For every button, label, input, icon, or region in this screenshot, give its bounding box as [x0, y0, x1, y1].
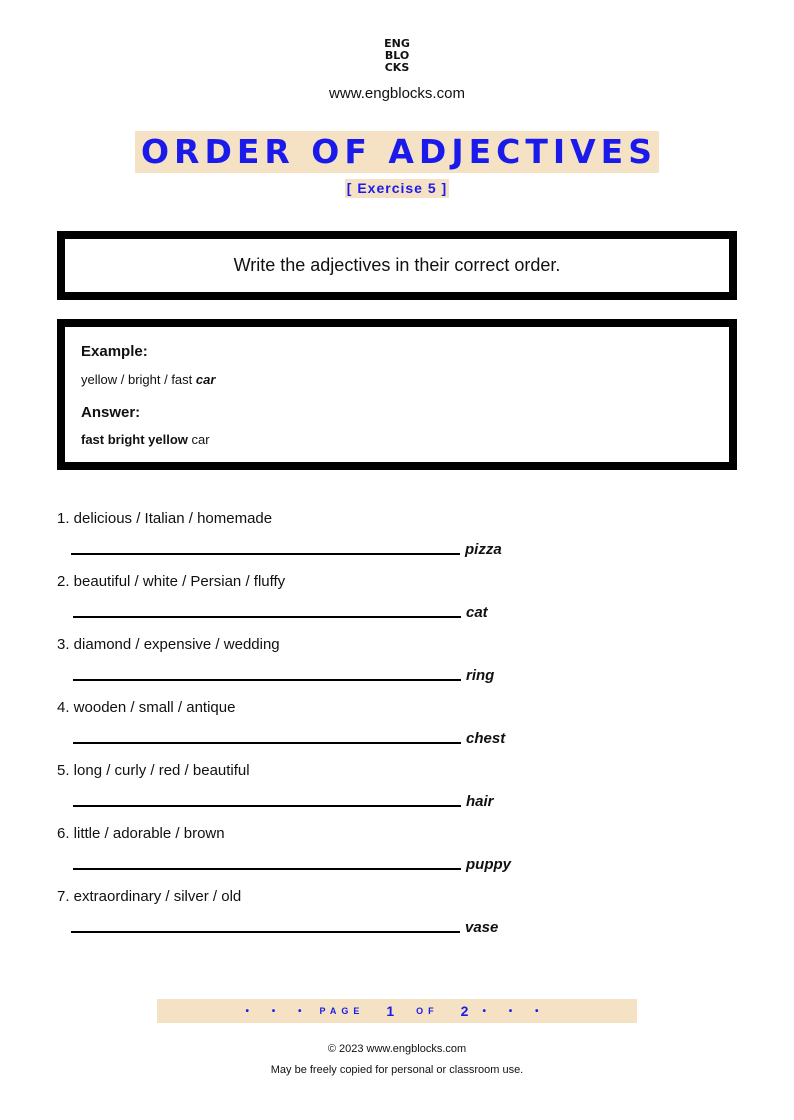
- question-prompt: 4. wooden / small / antique: [57, 699, 236, 716]
- question-noun: pizza: [465, 541, 502, 558]
- question-noun: hair: [466, 793, 494, 810]
- answer-blank[interactable]: [71, 931, 460, 933]
- answer-line: [81, 432, 210, 447]
- page-word: PAGE: [319, 1006, 365, 1016]
- example-label: Example:: [81, 343, 148, 360]
- instruction-text: Write the adjectives in their correct order.: [233, 255, 561, 275]
- page-indicator: [157, 999, 637, 1023]
- page-title: ORDER OF ADJECTIVES: [135, 131, 659, 173]
- answer-label: Answer:: [81, 404, 141, 421]
- logo-line: ENG: [384, 37, 410, 50]
- answer-blank[interactable]: [73, 805, 461, 807]
- engblocks-logo: [384, 38, 410, 74]
- example-noun: car: [195, 372, 216, 387]
- logo-line: BLO: [384, 49, 410, 62]
- logo: [0, 38, 794, 76]
- answer-blank[interactable]: [73, 868, 461, 870]
- answer-words: fast bright yellow: [81, 432, 188, 447]
- answer-noun: car: [191, 432, 210, 447]
- example-words: yellow / bright / fast: [81, 372, 193, 387]
- question-prompt: 1. delicious / Italian / homemade: [57, 510, 273, 527]
- question-noun: chest: [466, 730, 506, 747]
- answer-blank[interactable]: [73, 616, 461, 618]
- question-prompt: 3. diamond / expensive / wedding: [57, 636, 280, 653]
- of-word: OF: [416, 1006, 439, 1016]
- question-noun: vase: [465, 919, 499, 936]
- answer-blank[interactable]: [73, 679, 461, 681]
- example-box: [57, 319, 737, 470]
- dots-right: • • •: [482, 1005, 549, 1017]
- exercise-subtitle: [ Exercise 5 ]: [346, 180, 448, 196]
- example-line: [81, 372, 215, 387]
- answer-blank[interactable]: [71, 553, 460, 555]
- question-prompt: 5. long / curly / red / beautiful: [57, 762, 250, 779]
- question-noun: ring: [466, 667, 495, 684]
- page-current: 1: [386, 1003, 395, 1019]
- instruction-box: [57, 231, 737, 300]
- subtitle-wrap: [0, 179, 794, 198]
- question-prompt: 6. little / adorable / brown: [57, 825, 225, 842]
- license-note: May be freely copied for personal or classroom use.: [270, 1064, 524, 1076]
- page-total: 2: [460, 1003, 469, 1019]
- question-prompt: 2. beautiful / white / Persian / fluffy: [57, 573, 286, 590]
- dots-left: • • •: [245, 1005, 312, 1017]
- answer-blank[interactable]: [73, 742, 461, 744]
- question-noun: puppy: [466, 856, 511, 873]
- copyright: © 2023 www.engblocks.com: [327, 1043, 467, 1055]
- title-wrap: [0, 131, 794, 173]
- site-url: www.engblocks.com: [329, 85, 465, 102]
- question-noun: cat: [466, 604, 488, 621]
- question-prompt: 7. extraordinary / silver / old: [57, 888, 242, 905]
- logo-line: CKS: [384, 61, 410, 74]
